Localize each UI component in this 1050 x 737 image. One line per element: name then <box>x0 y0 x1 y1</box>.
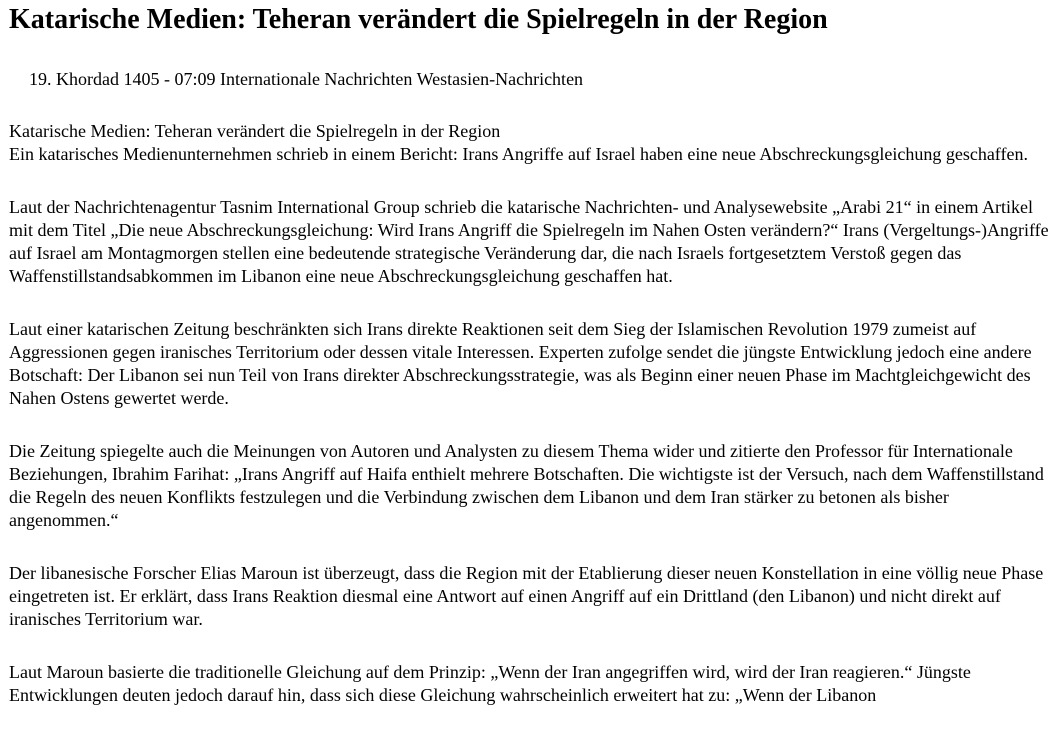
paragraph-3: Die Zeitung spiegelte auch die Meinungen von Autoren und Analysten zu diesem Thema wider und zitierte den Professor für Internationale Beziehungen, Ibrahim Farihat: „Irans Angriff auf Haifa enthielt mehrere Botschaften. Die wichtigste ist der Versuch, nach dem Waffenstillstand die Regeln des neuen Konflikts festzulegen und die Verbindung zwischen dem Libanon und dem Iran stärker zu betonen als bisher angenommen.“ <box>9 441 1044 530</box>
article-body <box>9 120 1050 707</box>
lead-text: Ein katarisches Medienunternehmen schrieb in einem Bericht: Irans Angriffe auf Israel haben eine neue Abschreckungsgleichung geschaffen. <box>9 144 1028 164</box>
paragraph-4: Der libanesische Forscher Elias Maroun ist überzeugt, dass die Region mit der Etablierung dieser neuen Konstellation in eine völlig neue Phase eingetreten ist. Er erklärt, dass Irans Reaktion diesmal eine Antwort auf einen Angriff auf ein Drittland (den Libanon) und nicht direkt auf iranisches Territorium war. <box>9 563 1044 629</box>
lead-title: Katarische Medien: Teheran verändert die Spielregeln in der Region <box>9 121 501 141</box>
paragraph-5: Laut Maroun basierte die traditionelle Gleichung auf dem Prinzip: „Wenn der Iran angegriffen wird, wird der Iran reagieren.“ Jüngste Entwicklungen deuten jedoch darauf hin, dass sich diese Gleichung wahrscheinlich erweitert hat zu: „Wenn der Libanon <box>9 662 971 705</box>
article-date: 19. Khordad 1405 - 07:09 <box>29 69 216 89</box>
category-link-westasia[interactable]: Westasien-Nachrichten <box>416 69 584 89</box>
category-link-international[interactable]: Internationale Nachrichten <box>219 69 413 89</box>
article-page <box>0 4 1050 707</box>
paragraph-2: Laut einer katarischen Zeitung beschränkten sich Irans direkte Reaktionen seit dem Sieg der Islamischen Revolution 1979 zumeist auf Aggressionen gegen iranisches Territorium oder dessen vitale Interessen. Experten zufolge sendet die jüngste Entwicklung jedoch eine andere Botschaft: Der Libanon sei nun Teil von Irans direkter Abschreckungsstrategie, was als Beginn einer neuen Phase im Machtgleichgewicht des Nahen Ostens gewertet werde. <box>9 319 1032 408</box>
paragraph-1: Laut der Nachrichtenagentur Tasnim International Group schrieb die katarische Nachrichten- und Analysewebsite „Arabi 21“ in einem Artikel mit dem Titel „Die neue Abschreckungsgleichung: Wird Irans Angriff die Spielregeln im Nahen Osten verändern?“ Irans (Vergeltungs-)Angriffe auf Israel am Montagmorgen stellen eine bedeutende strategische Veränderung dar, die nach Israels fortgesetztem Verstoß gegen das Waffenstillstandsabkommen im Libanon eine neue Abschreckungsgleichung geschaffen hat. <box>9 197 1049 286</box>
article-lead <box>9 120 1050 166</box>
article-meta <box>29 69 1050 90</box>
article-headline: Katarische Medien: Teheran verändert die Spielregeln in der Region <box>9 4 828 35</box>
